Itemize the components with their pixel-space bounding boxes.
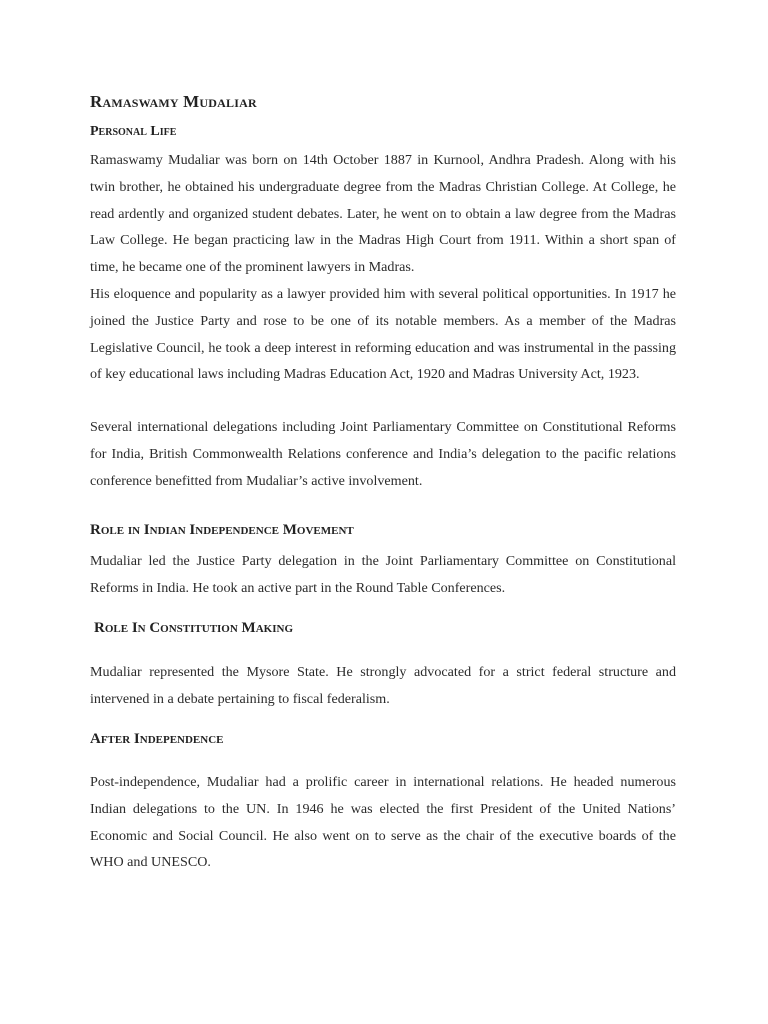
paragraph: Post-independence, Mudaliar had a prolific career in international relations. He headed numerous Indian delegations to the UN. In 1946 he was elected the first President of the United Nations’ Economic and Social Council. He also went on to serve as the chair of the executive boards of the WHO and UNESCO. [90, 774, 676, 871]
document-title: Ramaswamy Mudaliar [90, 92, 257, 111]
section-heading-role-in-independence: Role in Indian Independence Movement [90, 522, 354, 538]
section-heading-role-in-constitution-making: Role In Constitution Making [94, 620, 293, 636]
section-heading-after-independence: After Independence [90, 731, 224, 747]
paragraph: His eloquence and popularity as a lawyer provided him with several political opportunities. In 1917 he joined the Justice Party and rose to be one of its notable members. As a member of the Madras Legislative Council, he took a deep interest in reforming education and was instrumental in the passing of key educational laws including Madras Education Act, 1920 and Madras University Act, 1923. [90, 286, 676, 383]
section-heading-personal-life: Personal Life [90, 124, 177, 139]
paragraph: Mudaliar led the Justice Party delegation in the Joint Parliamentary Committee on Constitutional Reforms in India. He took an active part in the Round Table Conferences. [90, 553, 676, 596]
paragraph: Ramaswamy Mudaliar was born on 14th October 1887 in Kurnool, Andhra Pradesh. Along with his twin brother, he obtained his undergraduate degree from the Madras Christian College. At College, he read ardently and organized student debates. Later, he went on to obtain a law degree from the Madras Law College. He began practicing law in the Madras High Court from 1911. Within a short span of time, he became one of the prominent lawyers in Madras. [90, 152, 676, 276]
paragraph: Mudaliar represented the Mysore State. He strongly advocated for a strict federal structure and intervened in a debate pertaining to fiscal federalism. [90, 664, 676, 707]
paragraph: Several international delegations including Joint Parliamentary Committee on Constitutional Reforms for India, British Commonwealth Relations conference and India’s delegation to the pacific relations conference benefitted from Mudaliar’s active involvement. [90, 419, 676, 489]
